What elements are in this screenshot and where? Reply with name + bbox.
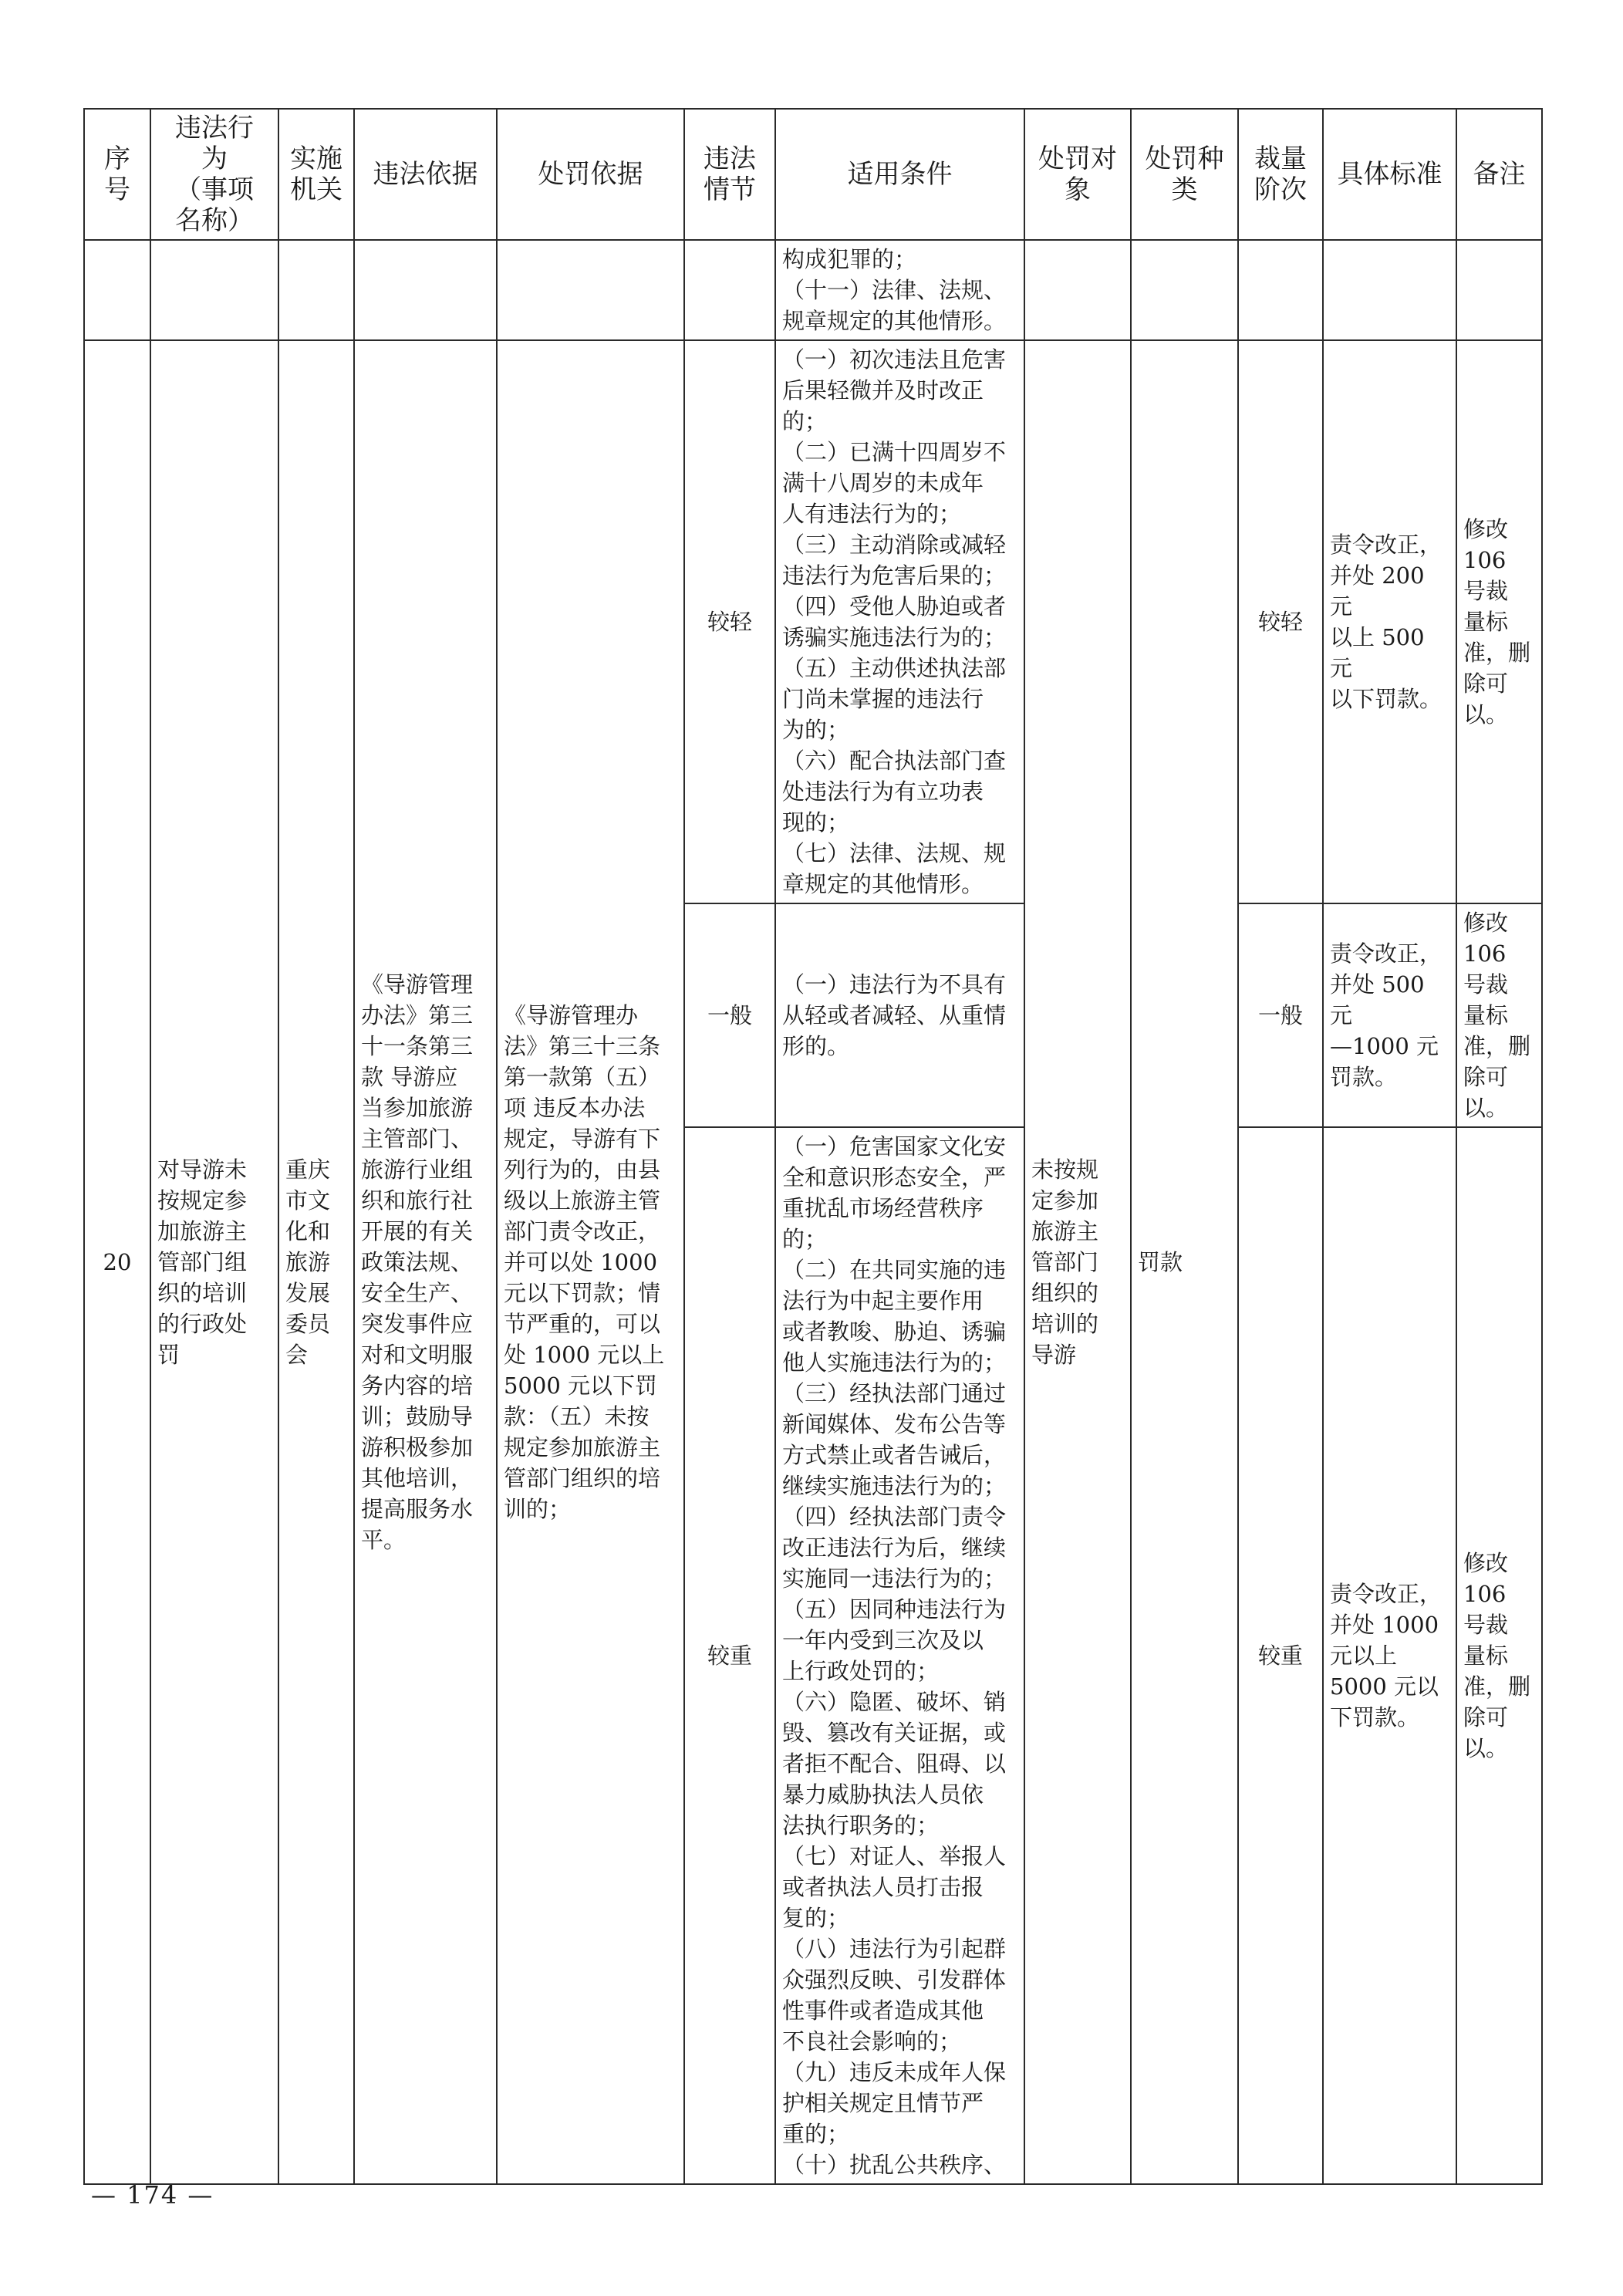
- level-severe: 较重: [1238, 1127, 1323, 2184]
- row-violation-basis: 《导游管理 办法》第三 十一条第三 款 导游应 当参加旅游 主管部门、 旅游行业组 织和旅行社 开展的有关 政策法规、 安全生产、 突发事件应 对和文明服 务内容的培 训；鼓励导 游积极参加 其他培训， 提高服务水 平。: [354, 340, 497, 2184]
- header-circumstance: 违法 情节: [684, 109, 775, 240]
- level-general: 一般: [1238, 903, 1323, 1127]
- header-item: 违法行 为 （事项 名称）: [150, 109, 278, 240]
- cont-standard: [1323, 240, 1456, 340]
- remark-general: 修改 106 号裁 量标 准，删 除可 以。: [1456, 903, 1542, 1127]
- header-remark: 备注: [1456, 109, 1542, 240]
- circumstance-general: 一般: [684, 903, 775, 1127]
- page-number: — 174 —: [91, 2180, 214, 2210]
- cont-level: [1238, 240, 1323, 340]
- cont-penalty-type: [1131, 240, 1238, 340]
- cont-remark: [1456, 240, 1542, 340]
- penalty-discretion-table: [83, 108, 1543, 2185]
- cont-conditions: 构成犯罪的； （十一）法律、法规、 规章规定的其他情形。: [775, 240, 1024, 340]
- row-agency: 重庆 市文 化和 旅游 发展 委员 会: [278, 340, 354, 2184]
- circumstance-severe: 较重: [684, 1127, 775, 2184]
- header-level: 裁量 阶次: [1238, 109, 1323, 240]
- header-agency: 实施 机关: [278, 109, 354, 240]
- row-penalty-target: 未按规 定参加 旅游主 管部门 组织的 培训的 导游: [1024, 340, 1131, 2184]
- conditions-general: （一）违法行为不具有 从轻或者减轻、从重情 形的。: [775, 903, 1024, 1127]
- continuation-row: [84, 240, 1542, 340]
- header-conditions: 适用条件: [775, 109, 1024, 240]
- header-basis: 违法依据: [354, 109, 497, 240]
- remark-light: 修改 106 号裁 量标 准，删 除可 以。: [1456, 340, 1542, 903]
- cont-item: [150, 240, 278, 340]
- header-standard: 具体标准: [1323, 109, 1456, 240]
- row-item-name: 对导游未 按规定参 加旅游主 管部门组 织的培训 的行政处 罚: [150, 340, 278, 2184]
- conditions-severe: （一）危害国家文化安 全和意识形态安全，严 重扰乱市场经营秩序 的； （二）在共同实施的违 法行为中起主要作用 或者教唆、胁迫、诱骗 他人实施违法行为的； （三）经执法部门通过 新闻媒体、发布公告等 方式禁止或者告诫后， 继续实施违法行为的； （四）经执法部门责令 改正违法行为后，继续 实施同一违法行为的； （五）因同种违法行为 一年内受到三次及以 上行政处罚的； （六）隐匿、破坏、销 毁、篡改有关证据，或 者拒不配合、阻碍、以 暴力威胁执法人员依 法执行职务的； （七）对证人、举报人 或者执法人员打击报 复的； （八）违法行为引起群 众强烈反映、引发群体 性事件或者造成其他 不良社会影响的； （九）违反未成年人保 护相关规定且情节严 重的； （十）扰乱公共秩序、: [775, 1127, 1024, 2184]
- header-target: 处罚对 象: [1024, 109, 1131, 240]
- cont-seq: [84, 240, 150, 340]
- row-seq: 20: [84, 340, 150, 2184]
- level-light: 较轻: [1238, 340, 1323, 903]
- cont-basis: [354, 240, 497, 340]
- cont-agency: [278, 240, 354, 340]
- standard-general: 责令改正， 并处 500 元 —1000 元 罚款。: [1323, 903, 1456, 1127]
- cont-target: [1024, 240, 1131, 340]
- remark-severe: 修改 106 号裁 量标 准，删 除可 以。: [1456, 1127, 1542, 2184]
- row-penalty-type: 罚款: [1131, 340, 1238, 2184]
- header-penalty-basis: 处罚依据: [497, 109, 684, 240]
- cont-penalty-basis: [497, 240, 684, 340]
- conditions-light: （一）初次违法且危害 后果轻微并及时改正 的； （二）已满十四周岁不 满十八周岁的未成年 人有违法行为的； （三）主动消除或减轻 违法行为危害后果的； （四）受他人胁迫或者 诱骗实施违法行为的； （五）主动供述执法部 门尚未掌握的违法行 为的； （六）配合执法部门查 处违法行为有立功表 现的； （七）法律、法规、规 章规定的其他情形。: [775, 340, 1024, 903]
- circumstance-light: 较轻: [684, 340, 775, 903]
- header-row: [84, 109, 1542, 240]
- standard-light: 责令改正， 并处 200 元 以上 500 元 以下罚款。: [1323, 340, 1456, 903]
- standard-severe: 责令改正， 并处 1000 元以上 5000 元以 下罚款。: [1323, 1127, 1456, 2184]
- header-penalty-type: 处罚种 类: [1131, 109, 1238, 240]
- row-penalty-basis: 《导游管理办 法》第三十三条 第一款第（五） 项 违反本办法 规定，导游有下 列行为的，由县 级以上旅游主管 部门责令改正， 并可以处 1000 元以下罚款；情 节严重的，可以 处 1000 元以上 5000 元以下罚 款：（五）未按 规定参加旅游主 管部门组织的培 训的；: [497, 340, 684, 2184]
- cont-circumstance: [684, 240, 775, 340]
- table-row-level-light: [84, 340, 1542, 903]
- header-seq: 序 号: [84, 109, 150, 240]
